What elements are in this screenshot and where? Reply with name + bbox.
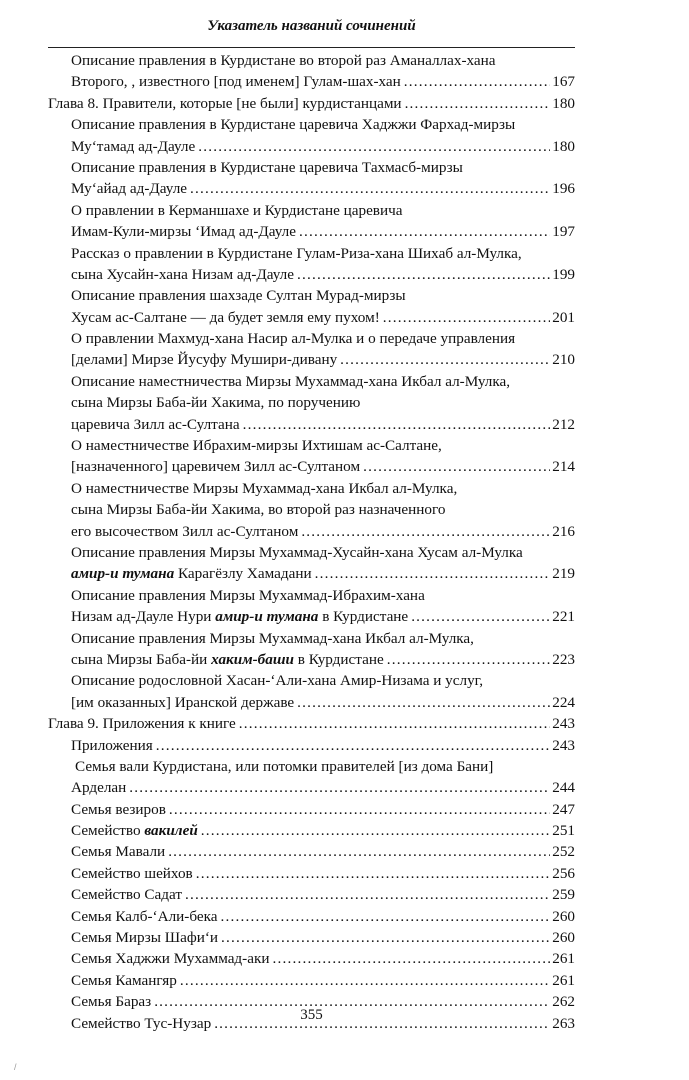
dot-leader: [405, 93, 551, 114]
dot-leader: [363, 456, 550, 477]
toc-entry-title: [71, 948, 269, 969]
toc-page-number: 212: [552, 415, 575, 433]
toc-entry-title: [71, 521, 298, 542]
toc-entry-term: амир-и тумана: [215, 608, 319, 626]
dot-leader: [243, 414, 551, 435]
page-number: 355: [300, 1007, 323, 1023]
dot-leader: [411, 606, 550, 627]
toc-page-number: 261: [552, 971, 575, 989]
toc-line: О наместничестве Мирзы Мухаммад-хана Икбал ал-Мулка,: [71, 479, 458, 497]
toc-page-number: 180: [552, 94, 575, 112]
toc-entry-title-part: Низам ад-Дауле Нури: [71, 608, 216, 626]
toc-entry: [48, 93, 575, 114]
toc-entry-title-part: Семейство шейхов: [71, 864, 193, 882]
dot-leader: [404, 71, 550, 92]
toc-page-number: 216: [552, 522, 575, 540]
dot-leader: [156, 735, 550, 756]
toc-entry: [48, 927, 575, 948]
toc-entry-title-part: Семейство Тус-Нузар: [71, 1014, 212, 1032]
toc-entry-title: [71, 414, 240, 435]
toc-entry-title-part: Семья Бараз: [71, 993, 152, 1011]
toc-entry: [48, 649, 575, 670]
toc-line: Описание наместничества Мирзы Мухаммад-хана Икбал ал-Мулка,: [71, 372, 511, 390]
toc-line: Семья вали Курдистана, или потомки правителей [из дома Бани]: [75, 757, 494, 775]
header-rule: [48, 47, 575, 48]
dot-leader: [297, 692, 550, 713]
toc-entry: [48, 948, 575, 969]
toc-entry-title-part: царевича Зилл ас-Султана: [71, 415, 240, 433]
toc-page-number: 219: [552, 565, 575, 583]
dot-leader: [169, 799, 550, 820]
toc-entry-title: [71, 820, 198, 841]
toc-entry-title: [48, 713, 236, 734]
dot-leader: [196, 863, 551, 884]
toc-page-number: 221: [552, 608, 575, 626]
toc-entry-title: [71, 136, 195, 157]
toc-line: сына Мирзы Баба-йи Хакима, во второй раз назначенного: [71, 501, 446, 519]
toc-entry: [48, 349, 575, 370]
toc-entry-title-part: в Курдистане: [293, 650, 384, 668]
toc-entry: [48, 713, 575, 734]
toc-line: Описание родословной Хасан-‘Али-хана Амир-Низама и услуг,: [71, 672, 483, 690]
dot-leader: [180, 970, 550, 991]
toc-line: Описание правления шахзаде Султан Мурад-мирзы: [71, 287, 406, 305]
toc-page-number: 260: [552, 929, 575, 947]
toc-entry-title: [71, 906, 218, 927]
dot-leader: [185, 884, 550, 905]
toc-entry-title: [71, 649, 384, 670]
toc-entry-title: [48, 93, 402, 114]
toc-entry-title-part: [делами] Мирзе Йусуфу Мушири-дивану: [71, 351, 338, 369]
toc-entry: [48, 307, 575, 328]
toc-entry: [48, 264, 575, 285]
toc-entry: [48, 777, 575, 798]
toc-entry: [48, 178, 575, 199]
toc-entry-title-part: Имам-Кули-мирзы ‘Имад ад-Дауле: [71, 223, 296, 241]
toc-entry-term: амир-и тумана: [71, 565, 175, 583]
toc-entry-title: [71, 264, 294, 285]
toc-entry: [48, 521, 575, 542]
toc-entry-title-part: Карагёзлу Хамадани: [174, 565, 312, 583]
toc-entry-title-part: [назначенного] царевичем Зилл ас-Султаном: [71, 458, 361, 476]
toc-entry-title-part: Му‘тамад ад-Дауле: [71, 137, 196, 155]
toc-entry-title-part: Семья Хаджжи Мухаммад-аки: [71, 950, 270, 968]
toc-page-number: 224: [552, 693, 575, 711]
toc-entry-term: хаким-баши: [211, 650, 294, 668]
toc-entry-title: [71, 221, 296, 242]
toc-entry: [48, 221, 575, 242]
toc-entry-title: [71, 456, 360, 477]
toc-entry-title: [71, 606, 408, 627]
toc-line: Описание правления Мирзы Мухаммад-хана Икбал ал-Мулка,: [71, 629, 474, 647]
toc-entry: [48, 136, 575, 157]
toc-entry-title-part: Хусам ас-Салтане — да будет земля ему пухом!: [71, 308, 380, 326]
toc-entry-title: [71, 970, 177, 991]
toc-entry-title: [71, 841, 165, 862]
toc-entry-title-part: сына Мирзы Баба-йи: [71, 650, 212, 668]
dot-leader: [239, 713, 550, 734]
toc-entry-title: [71, 307, 380, 328]
toc-entry-title: [71, 692, 294, 713]
dot-leader: [221, 906, 551, 927]
toc-page-number: 247: [552, 800, 575, 818]
toc-entry-title-part: Приложения: [71, 736, 153, 754]
toc-line: Описание правления Мирзы Мухаммад-Хусайн-хана Хусам ал-Мулка: [71, 543, 523, 561]
toc-entry: [48, 863, 575, 884]
toc-entry-title-part: Семья Калб-‘Али-бека: [71, 907, 218, 925]
toc-page-number: 223: [552, 650, 575, 668]
toc-page-number: 260: [552, 907, 575, 925]
toc-entry: [48, 799, 575, 820]
toc-entry: [48, 563, 575, 584]
toc-entry-title: [71, 563, 312, 584]
toc-entry-title: [71, 735, 153, 756]
toc-page-number: 243: [552, 736, 575, 754]
toc-entry-title: [71, 777, 126, 798]
toc-page-number: 252: [552, 843, 575, 861]
toc-entry: [48, 820, 575, 841]
toc-line: О правлении Махмуд-хана Насир ал-Мулка и о передаче управления: [71, 330, 516, 348]
toc-entry-title-part: [им оказанных] Иранской державе: [71, 693, 295, 711]
toc-entry-title-part: Второго, , известного [под именем] Гулам-шах-хан: [71, 73, 401, 91]
toc-line: сына Мирзы Баба-йи Хакима, по поручению: [71, 394, 361, 412]
toc-entry: [48, 841, 575, 862]
dot-leader: [340, 349, 550, 370]
toc-page-number: 197: [552, 223, 575, 241]
toc-entry-title-part: Семейство: [71, 822, 145, 840]
toc-entry-title-part: его высочеством Зилл ас-Султаном: [71, 522, 299, 540]
toc-entry-title-part: Семья везиров: [71, 800, 166, 818]
toc-entry: [48, 970, 575, 991]
toc-page-number: 251: [552, 822, 575, 840]
toc-line: О правлении в Керманшахе и Курдистане царевича: [71, 201, 403, 219]
toc-line: Описание правления в Курдистане царевича Хаджжи Фархад-мирзы: [71, 116, 516, 134]
toc-page-number: 201: [552, 308, 575, 326]
dot-leader: [201, 820, 550, 841]
toc-page-number: 199: [552, 265, 575, 283]
toc-entry-title-part: Му‘айад ад-Дауле: [71, 180, 188, 198]
toc-entry-title: [71, 863, 193, 884]
dot-leader: [198, 136, 550, 157]
toc-entry-title: [71, 927, 218, 948]
dot-leader: [168, 841, 550, 862]
toc-page-number: 259: [552, 886, 575, 904]
toc-page-number: 263: [552, 1014, 575, 1032]
toc-line: Рассказ о правлении в Курдистане Гулам-Риза-хана Шихаб ал-Мулка,: [71, 244, 522, 262]
toc-page-number: 243: [552, 715, 575, 733]
toc-line: Описание правления в Курдистане царевича Тахмасб-мирзы: [71, 158, 463, 176]
toc-entry-title-part: сына Хусайн-хана Низам ад-Дауле: [71, 265, 294, 283]
toc-entry-title-part: Глава 8. Правители, которые [не были] курдистанцами: [48, 94, 402, 112]
toc-page-number: 214: [552, 458, 575, 476]
toc-entry-title-part: Семья Камангяр: [71, 971, 177, 989]
toc-page-number: 196: [552, 180, 575, 198]
toc-entry: [48, 71, 575, 92]
toc-entry-title: [71, 178, 187, 199]
dot-leader: [383, 307, 550, 328]
dot-leader: [301, 521, 550, 542]
dot-leader: [221, 927, 550, 948]
toc-entry-title-part: в Курдистане: [318, 608, 409, 626]
toc-page-number: 210: [552, 351, 575, 369]
toc-entry: [48, 735, 575, 756]
toc-page-number: 167: [552, 73, 575, 91]
toc-entry-title: [71, 349, 337, 370]
toc-entry-title: [71, 799, 166, 820]
toc-entry: [48, 884, 575, 905]
toc-entry-term: вакилей: [144, 822, 198, 840]
toc-page-number: 180: [552, 137, 575, 155]
running-head: Указатель названий сочинений: [207, 18, 416, 34]
toc-entry-title-part: Арделан: [71, 779, 127, 797]
toc-entry: [48, 906, 575, 927]
toc-entry: [48, 606, 575, 627]
toc-entry: [48, 692, 575, 713]
toc-entry-title-part: Семья Мирзы Шафи‘и: [71, 929, 219, 947]
dot-leader: [272, 948, 550, 969]
toc-page-number: 262: [552, 993, 575, 1011]
table-of-contents: [48, 50, 575, 1034]
toc-entry-title-part: Глава 9. Приложения к книге: [48, 715, 236, 733]
toc-page-number: 256: [552, 864, 575, 882]
toc-entry-title: [71, 71, 401, 92]
dot-leader: [190, 178, 550, 199]
dot-leader: [297, 264, 550, 285]
dot-leader: [299, 221, 550, 242]
toc-line: Описание правления Мирзы Мухаммад-Ибрахим-хана: [71, 586, 425, 604]
toc-page-number: 261: [552, 950, 575, 968]
dot-leader: [387, 649, 551, 670]
toc-entry-title-part: Семейство Садат: [71, 886, 182, 904]
toc-entry-title-part: Семья Мавали: [71, 843, 166, 861]
toc-line: Описание правления в Курдистане во второй раз Аманаллах-хана: [71, 52, 496, 69]
toc-entry-title: [71, 884, 182, 905]
toc-entry: [48, 456, 575, 477]
toc-page-number: 244: [552, 779, 575, 797]
dot-leader: [315, 563, 551, 584]
pencil-mark: /: [14, 1062, 17, 1072]
dot-leader: [129, 777, 550, 798]
toc-line: О наместничестве Ибрахим-мирзы Ихтишам ас-Салтане,: [71, 437, 442, 455]
toc-entry: [48, 414, 575, 435]
